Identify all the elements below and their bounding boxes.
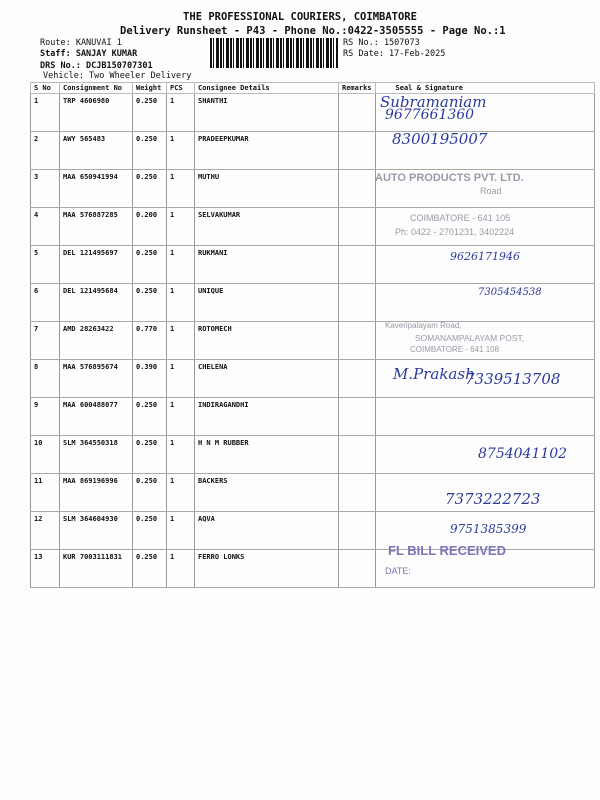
cell-weight: 0.250 (133, 474, 167, 512)
cell-consignee: FERRO LONKS (195, 550, 339, 588)
cell-weight: 0.250 (133, 284, 167, 322)
cell-sno: 3 (31, 170, 60, 208)
stamp-r7-line2: SOMANAMPALAYAM POST, (415, 333, 525, 343)
cell-signature (375, 398, 594, 436)
signature-r11-phone: 7373222723 (445, 490, 541, 508)
cell-weight: 0.250 (133, 132, 167, 170)
col-consignment: Consignment No (60, 83, 133, 94)
cell-cn: MAA 600488077 (60, 398, 133, 436)
table-row (31, 132, 595, 170)
cell-sno: 6 (31, 284, 60, 322)
cell-cn: KUR 7003111831 (60, 550, 133, 588)
cell-sno: 10 (31, 436, 60, 474)
cell-weight: 0.250 (133, 550, 167, 588)
cell-consignee: SHANTHI (195, 94, 339, 132)
col-weight: Weight (133, 83, 167, 94)
signature-r12-phone: 9751385399 (450, 522, 527, 536)
stamp-r3-line3: COIMBATORE - 641 105 (410, 213, 511, 223)
barcode (210, 38, 338, 68)
cell-cn: DEL 121495684 (60, 284, 133, 322)
table-header (31, 83, 595, 94)
cell-pcs: 1 (167, 94, 195, 132)
cell-sno: 9 (31, 398, 60, 436)
cell-remarks (339, 170, 376, 208)
signature-r5-phone: 9626171946 (450, 250, 520, 263)
route: Route: KANUVAI 1 (40, 38, 122, 48)
cell-consignee: BACKERS (195, 474, 339, 512)
cell-sno: 2 (31, 132, 60, 170)
cell-sno: 13 (31, 550, 60, 588)
cell-weight: 0.250 (133, 398, 167, 436)
rs-date: RS Date: 17-Feb-2025 (343, 49, 446, 59)
stamp-r13-line1: FL BILL RECEIVED (388, 543, 506, 558)
signature-r1-name: Subramaniam (380, 93, 487, 111)
stamp-r3-line1: AUTO PRODUCTS PVT. LTD. (375, 172, 524, 184)
cell-cn: MAA 576887285 (60, 208, 133, 246)
cell-sno: 7 (31, 322, 60, 360)
cell-remarks (339, 436, 376, 474)
cell-remarks (339, 94, 376, 132)
cell-sno: 12 (31, 512, 60, 550)
signature-r6-phone: 7305454538 (478, 287, 542, 298)
cell-consignee: RUKMANI (195, 246, 339, 284)
table-row (31, 398, 595, 436)
cell-remarks (339, 208, 376, 246)
cell-sno: 4 (31, 208, 60, 246)
cell-cn: MAA 869196996 (60, 474, 133, 512)
stamp-r3-line2: Road (480, 186, 502, 196)
cell-pcs: 1 (167, 246, 195, 284)
col-sno: S No (31, 83, 60, 94)
signature-r1-phone: 9677661360 (385, 107, 475, 123)
cell-sno: 8 (31, 360, 60, 398)
company-title: THE PROFESSIONAL COURIERS, COIMBATORE (183, 11, 417, 23)
cell-remarks (339, 284, 376, 322)
cell-pcs: 1 (167, 170, 195, 208)
col-pcs: PCS (167, 83, 195, 94)
cell-remarks (339, 322, 376, 360)
stamp-r3-line4: Ph: 0422 - 2701231, 3402224 (395, 227, 515, 237)
cell-pcs: 1 (167, 360, 195, 398)
cell-remarks (339, 360, 376, 398)
cell-cn: SLM 364604930 (60, 512, 133, 550)
cell-consignee: H N M RUBBER (195, 436, 339, 474)
cell-weight: 0.250 (133, 436, 167, 474)
cell-weight: 0.250 (133, 94, 167, 132)
staff: Staff: SANJAY KUMAR (40, 49, 138, 59)
cell-weight: 0.250 (133, 170, 167, 208)
cell-remarks (339, 474, 376, 512)
cell-cn: TRP 4606980 (60, 94, 133, 132)
cell-consignee: ROTOMECH (195, 322, 339, 360)
cell-pcs: 1 (167, 284, 195, 322)
rs-number: RS No.: 1507073 (343, 38, 420, 48)
table-row (31, 550, 595, 588)
cell-consignee: MUTHU (195, 170, 339, 208)
cell-pcs: 1 (167, 208, 195, 246)
signature-r8-phone: 7339513708 (465, 370, 561, 388)
cell-remarks (339, 132, 376, 170)
cell-consignee: PRADEEPKUMAR (195, 132, 339, 170)
cell-remarks (339, 246, 376, 284)
cell-pcs: 1 (167, 398, 195, 436)
col-consignee: Consignee Details (195, 83, 339, 94)
cell-weight: 0.390 (133, 360, 167, 398)
cell-cn: SLM 364550318 (60, 436, 133, 474)
stamp-r13-line2: DATE: (385, 566, 411, 576)
cell-cn: MAA 576895674 (60, 360, 133, 398)
cell-cn: MAA 650941994 (60, 170, 133, 208)
cell-cn: AWY 565483 (60, 132, 133, 170)
cell-cn: AMD 28263422 (60, 322, 133, 360)
cell-pcs: 1 (167, 512, 195, 550)
cell-consignee: INDIRAGANDHI (195, 398, 339, 436)
cell-pcs: 1 (167, 436, 195, 474)
cell-pcs: 1 (167, 322, 195, 360)
cell-remarks (339, 398, 376, 436)
cell-sno: 1 (31, 94, 60, 132)
cell-consignee: UNIQUE (195, 284, 339, 322)
signature-r8-name: M.Prakash (393, 365, 475, 383)
table-row (31, 94, 595, 132)
cell-weight: 0.200 (133, 208, 167, 246)
vehicle: Vehicle: Two Wheeler Delivery (43, 71, 192, 81)
cell-weight: 0.770 (133, 322, 167, 360)
cell-remarks (339, 512, 376, 550)
col-remarks: Remarks (339, 83, 376, 94)
cell-weight: 0.250 (133, 512, 167, 550)
runsheet-subtitle: Delivery Runsheet - P43 - Phone No.:0422-3505555 - Page No.:1 (120, 25, 506, 37)
cell-sno: 5 (31, 246, 60, 284)
cell-pcs: 1 (167, 550, 195, 588)
cell-consignee: SELVAKUMAR (195, 208, 339, 246)
stamp-r7-line3: COIMBATORE - 641 108 (410, 345, 500, 354)
cell-cn: DEL 121495697 (60, 246, 133, 284)
cell-pcs: 1 (167, 474, 195, 512)
signature-r2-phone: 8300195007 (392, 130, 488, 148)
drs-number: DRS No.: DCJB150707301 (40, 61, 153, 71)
cell-consignee: CHELENA (195, 360, 339, 398)
cell-weight: 0.250 (133, 246, 167, 284)
col-signature: Seal & Signature (375, 83, 594, 94)
stamp-r7-line1: Kaveripalayam Road, (385, 321, 462, 330)
cell-pcs: 1 (167, 132, 195, 170)
cell-sno: 11 (31, 474, 60, 512)
cell-consignee: AQVA (195, 512, 339, 550)
signature-r10-phone: 8754041102 (478, 446, 568, 462)
cell-remarks (339, 550, 376, 588)
